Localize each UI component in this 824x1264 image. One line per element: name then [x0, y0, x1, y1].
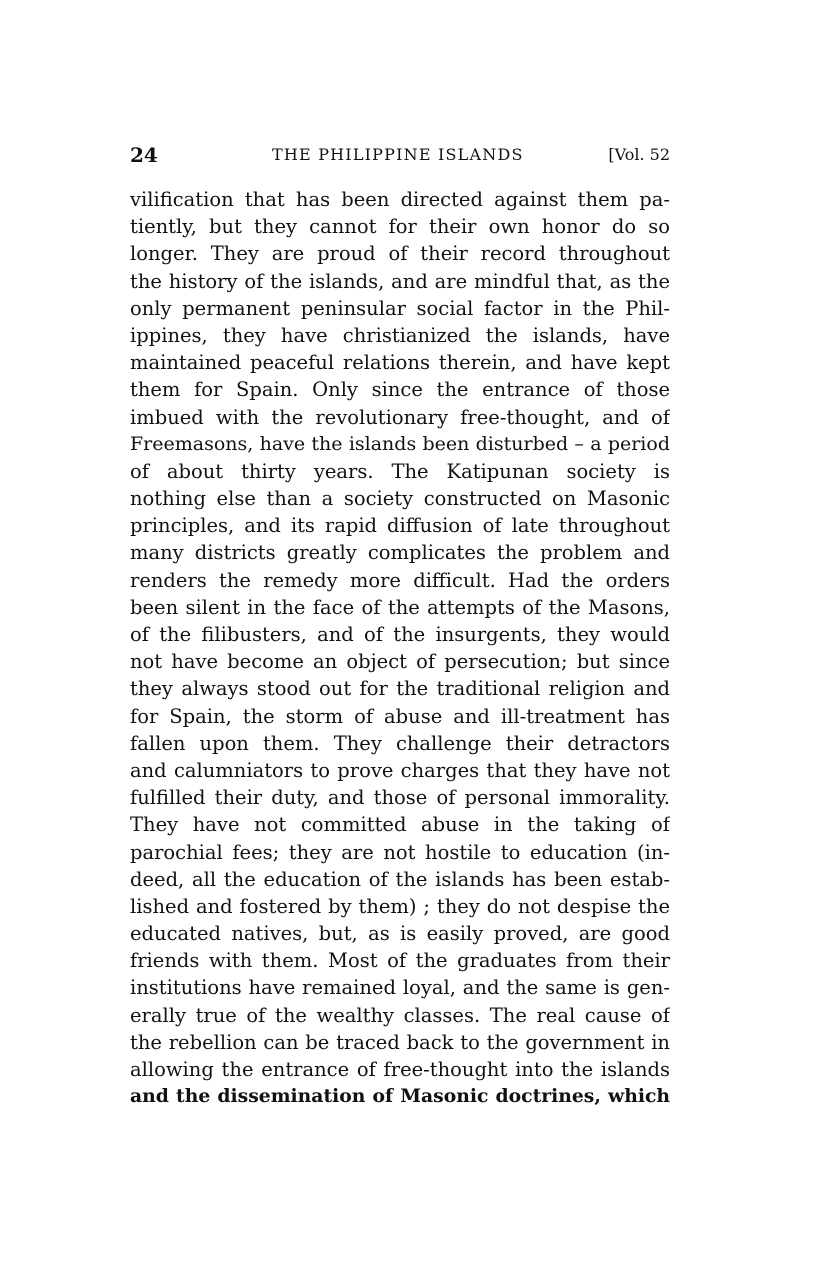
text-line: of the filibusters, and of the insurgents, they would [130, 623, 670, 646]
text-line: erally true of the wealthy classes. The real cause of [130, 1003, 670, 1027]
text-line: longer. They are proud of their record throughout [130, 242, 670, 266]
text-line: imbued with the revolutionary free-thought, and of [130, 405, 670, 429]
text-line: fulfilled their duty, and those of personal immorality. [130, 786, 670, 810]
text-line: been silent in the face of the attempts of the Masons, [130, 595, 670, 619]
text-line: institutions have remained loyal, and the same is gen- [130, 976, 670, 1000]
body-text [130, 186, 670, 1110]
text-line: lished and fostered by them) ; they do not despise the [130, 894, 670, 918]
text-line: the history of the islands, and are mindful that, as the [130, 269, 670, 293]
text-line: allowing the entrance of free-thought into the islands [130, 1058, 670, 1081]
text-line: and the dissemination of Masonic doctrines, which [130, 1085, 670, 1108]
text-line: maintained peaceful relations therein, and have kept [130, 351, 670, 375]
text-line: renders the remedy more difficult. Had the orders [130, 568, 670, 592]
text-line: They have not committed abuse in the taking of [130, 813, 670, 837]
text-line: friends with them. Most of the graduates from their [130, 949, 670, 973]
text-line: principles, and its rapid diffusion of late throughout [130, 514, 670, 538]
text-line: vilification that has been directed against them pa- [130, 188, 670, 211]
page-header [130, 140, 670, 170]
text-line: them for Spain. Only since the entrance of those [130, 378, 670, 402]
text-line: tiently, but they cannot for their own honor do so [130, 215, 670, 239]
text-line: and calumniators to prove charges that they have not [130, 758, 670, 782]
text-line: educated natives, but, as is easily proved, are good [130, 922, 670, 946]
text-line: deed, all the education of the islands has been estab- [130, 867, 670, 891]
text-line: nothing else than a society constructed on Masonic [130, 487, 670, 511]
text-line: they always stood out for the traditional religion and [130, 677, 670, 701]
volume-label: [Vol. 52 [608, 145, 670, 164]
text-line: for Spain, the storm of abuse and ill-treatment has [130, 704, 670, 728]
running-title: THE PHILIPPINE ISLANDS [272, 145, 524, 164]
text-line: of about thirty years. The Katipunan society is [130, 459, 670, 483]
text-line: not have become an object of persecution; but since [130, 650, 670, 674]
page-number: 24 [130, 143, 158, 167]
text-line: parochial fees; they are not hostile to education (in- [130, 840, 670, 864]
text-line: the rebellion can be traced back to the government in [130, 1030, 670, 1054]
text-line: ippines, they have christianized the islands, have [130, 323, 670, 347]
text-line: fallen upon them. They challenge their detractors [130, 731, 670, 755]
text-line: only permanent peninsular social factor in the Phil- [130, 296, 670, 320]
text-line: many districts greatly complicates the problem and [130, 541, 670, 565]
text-line: Freemasons, have the islands been disturbed – a period [130, 432, 670, 455]
